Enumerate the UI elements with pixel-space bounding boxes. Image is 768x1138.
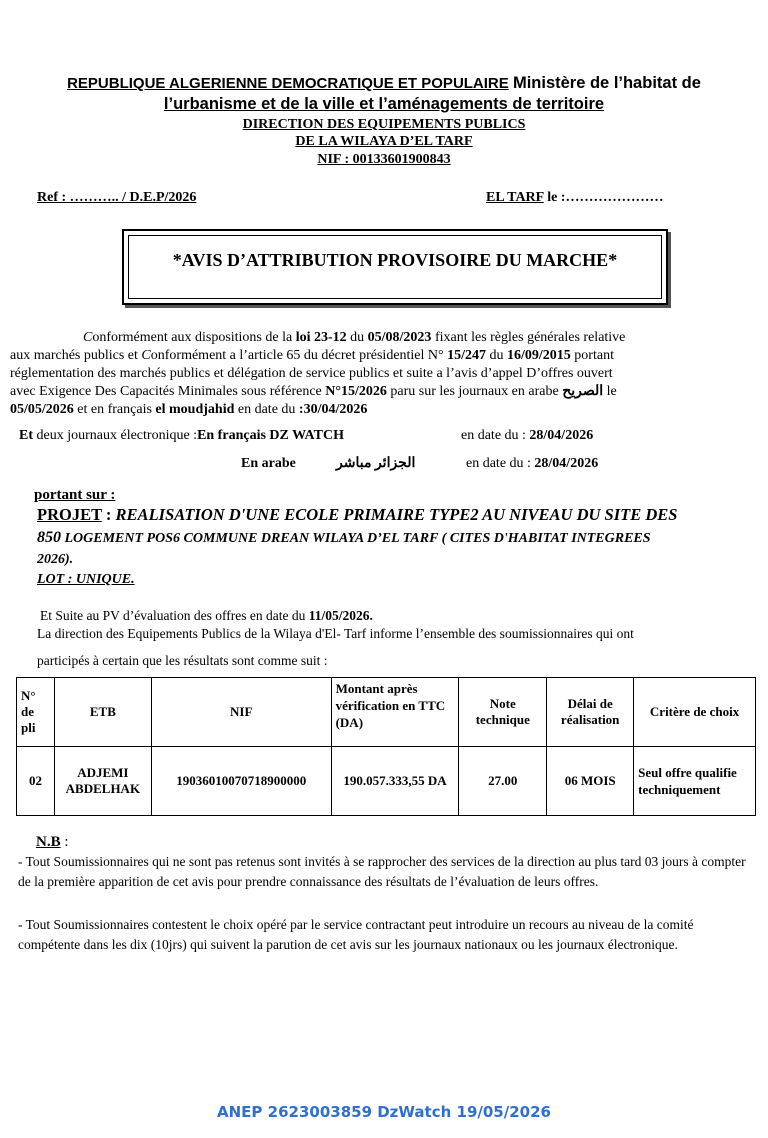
col-header-note: Note technique xyxy=(459,678,547,747)
table-header-row xyxy=(17,678,756,747)
publication-footer: ANEP 2623003859 DzWatch 19/05/2026 xyxy=(217,1103,551,1121)
portant-sur-label: portant sur : xyxy=(34,487,116,503)
paragraph-line-5: 05/05/2026 et en français el moudjahid en date du :30/04/2026 xyxy=(10,402,368,417)
table-row xyxy=(17,747,756,816)
paragraph-line-1: Conformément aux dispositions de la loi 23-12 du 05/08/2023 fixant les règles générales relative xyxy=(83,330,626,345)
project-line1: PROJET : REALISATION D'UNE ECOLE PRIMAIRE TYPE2 AU NIVEAU DU SITE DES xyxy=(37,505,678,524)
nb-item-1: - Tout Soumissionnaires qui ne sont pas retenus sont invités à se rapprocher des services de la direction au plus tard 03 jours à compter de la première apparition de cet avis pour prendre connaissance des résultats de l’évaluation de leurs offres. xyxy=(18,854,746,889)
lot-label: LOT : UNIQUE. xyxy=(37,572,135,587)
col-header-etb: ETB xyxy=(54,678,151,747)
project-line2: 850 LOGEMENT POS6 COMMUNE DREAN WILAYA D’EL TARF ( CITES D'HABITAT INTEGREES xyxy=(37,529,651,546)
cell-pli: 02 xyxy=(17,747,55,816)
suite-line1: Et Suite au PV d’évaluation des offres en date du 11/05/2026. xyxy=(40,608,373,623)
paragraph-line-4: avec Exigence Des Capacités Minimales sous référence N°15/2026 paru sur les journaux en arabe الصريح le xyxy=(10,384,617,399)
notice-title: *AVIS D’ATTRIBUTION PROVISOIRE DU MARCHE* xyxy=(128,235,662,299)
title-box xyxy=(122,229,668,305)
cell-etb: ADJEMI ABDELHAK xyxy=(54,747,151,816)
legal-paragraph xyxy=(10,329,762,419)
reference-number: Ref : ……….. / D.E.P/2026 xyxy=(37,190,197,205)
suite-line2: La direction des Equipements Publics de la Wilaya d'El- Tarf informe l’ensemble des soumissionnaires qui ont xyxy=(37,626,634,641)
french-journal-date: en date du : 28/04/2026 xyxy=(461,428,594,443)
cell-delai: 06 MOIS xyxy=(547,747,634,816)
arabic-journal-date: en date du : 28/04/2026 xyxy=(466,456,599,471)
cell-critere: Seul offre qualifie techniquement xyxy=(634,747,756,816)
results-table xyxy=(16,677,756,816)
col-header-pli: N° de pli xyxy=(17,678,55,747)
project-line3: 2026). xyxy=(37,552,74,567)
direction-line2: DE LA WILAYA D’EL TARF xyxy=(295,134,473,149)
nif-line: NIF : 00133601900843 xyxy=(317,152,451,167)
col-header-nif: NIF xyxy=(151,678,331,747)
electronic-journals-line: Et deux journaux électronique :En français DZ WATCH xyxy=(19,428,344,443)
suite-line3: participés à certain que les résultats sont comme suit : xyxy=(37,653,328,668)
ministry-name-part1: Ministère de l’habitat de xyxy=(512,74,701,92)
direction-line1: DIRECTION DES EQUIPEMENTS PUBLICS xyxy=(242,117,526,132)
arabic-journal-name: الجزائر مباشر xyxy=(336,456,416,471)
col-header-montant: Montant après vérification en TTC (DA) xyxy=(331,678,459,747)
place-date xyxy=(486,190,663,206)
paragraph-line-2: aux marchés publics et Conformément a l’article 65 du décret présidentiel N° 15/247 du 16/09/2015 portant xyxy=(10,348,614,363)
header-republic-line xyxy=(0,74,768,93)
col-header-delai: Délai de réalisation xyxy=(547,678,634,747)
arabic-newspaper: الصريح xyxy=(562,384,604,399)
arabic-journal-label: En arabe xyxy=(241,456,296,471)
cell-montant: 190.057.333,55 DA xyxy=(331,747,459,816)
place-name: EL TARF xyxy=(486,190,544,205)
nb-heading: N.B : xyxy=(36,834,69,850)
ministry-name-part2: l’urbanisme et de la ville et l’aménagements de territoire xyxy=(163,95,605,113)
nb-item-2: - Tout Soumissionnaires contestent le choix opéré par le service contractant peut introduire un recours au niveau de la comité compétente dans les dix (10jrs) qui suivent la parution de cet avis sur les journaux nationaux ou les journaux électronique. xyxy=(18,917,694,952)
french-journal: En français DZ WATCH xyxy=(197,428,344,443)
date-blank: le :………………… xyxy=(543,190,664,205)
col-header-critere: Critère de choix xyxy=(634,678,756,747)
paragraph-line-3: réglementation des marchés publics et délégation de service publics et suite a l’avis d’appel D’offres ouvert xyxy=(10,366,613,381)
cell-nif: 19036010070718900000 xyxy=(151,747,331,816)
republic-name: REPUBLIQUE ALGERIENNE DEMOCRATIQUE ET POPULAIRE xyxy=(67,75,509,92)
cell-note: 27.00 xyxy=(459,747,547,816)
